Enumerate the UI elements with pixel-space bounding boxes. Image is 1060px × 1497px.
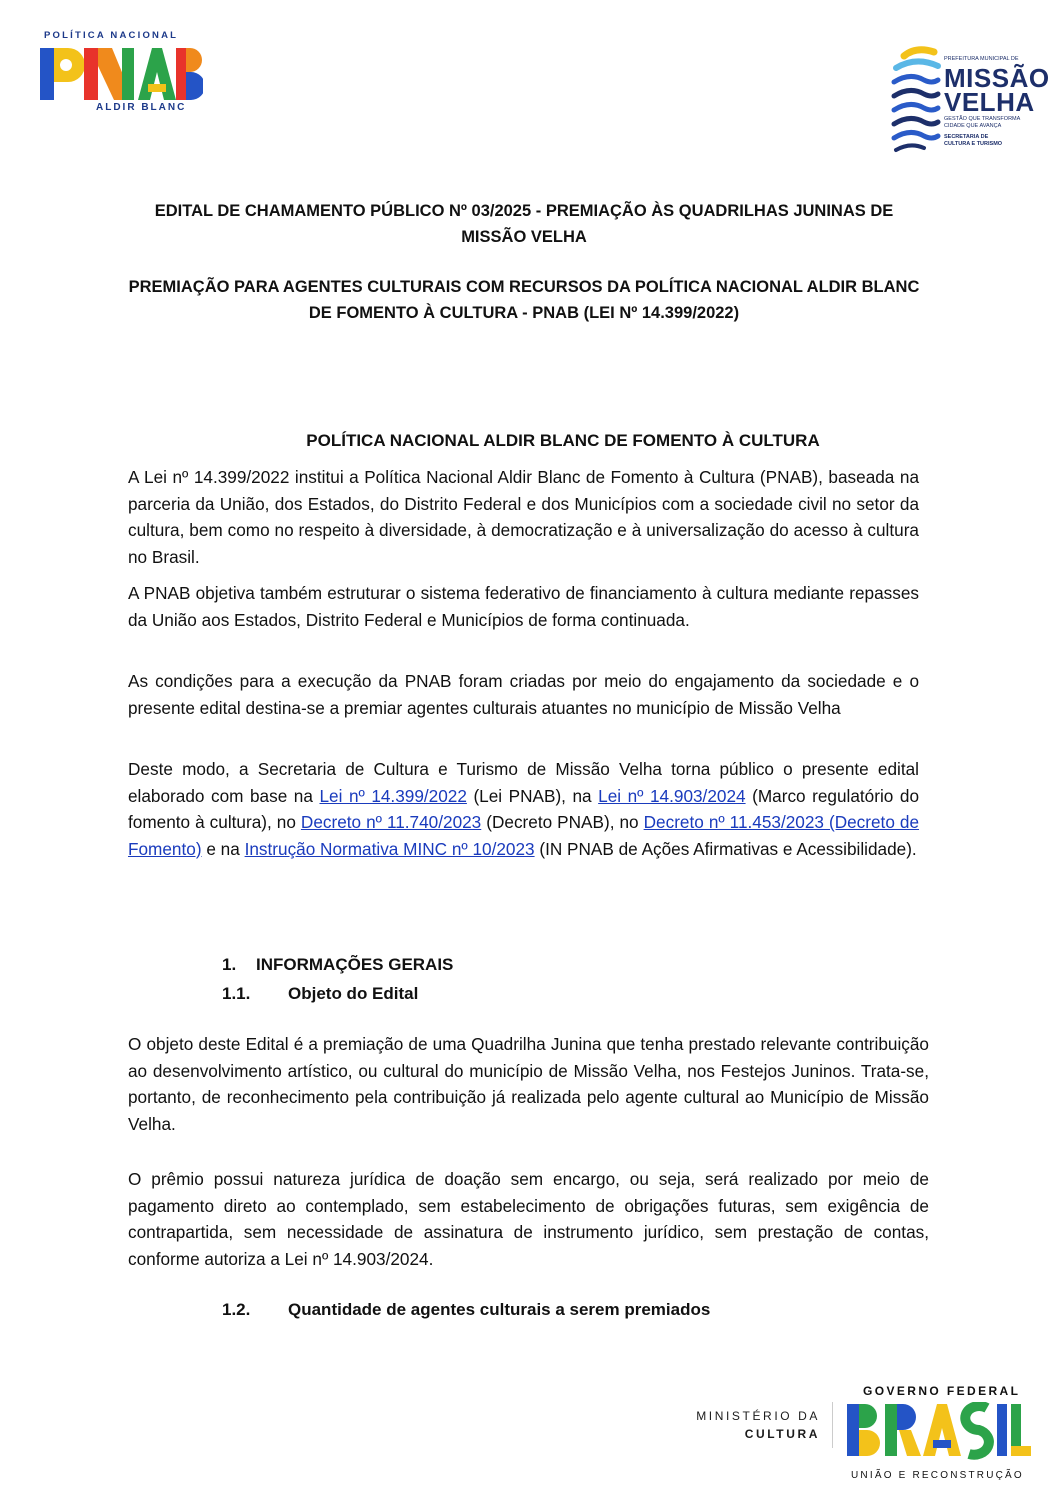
uniao-reconstrucao-text: UNIÃO E RECONSTRUÇÃO — [851, 1470, 1024, 1481]
section-1-2-number: 1.2. — [222, 1300, 251, 1319]
missao-velha-logo — [890, 46, 1050, 156]
p4-text-2: (Lei PNAB), na — [466, 785, 599, 806]
intro-paragraph-4 — [128, 756, 919, 862]
intro-paragraph-2: A PNAB objetiva também estruturar o sistema federativo de financiamento à cultura mediante repasses da União aos Estados, Distrito Federal e Municípios de forma continuada. — [128, 583, 919, 630]
ministerio-line2: CULTURA — [744, 1427, 820, 1441]
section-1-2-title: Quantidade de agentes culturais a serem premiados — [288, 1300, 711, 1319]
link-instrucao-normativa[interactable]: Instrução Normativa MINC nº 10/2023 — [244, 838, 535, 859]
p4-text-1: Deste modo, a Secretaria de Cultura e Turismo de Missão Velha torna público o presente edital elaborado com base na — [128, 759, 919, 806]
intro-paragraph-1: A Lei nº 14.399/2022 institui a Política Nacional Aldir Blanc de Fomento à Cultura (PNAB), baseada na parceria da União, dos Estados, do Distrito Federal e dos Municípios com a sociedade civil no setor da cultura, bem como no respeito à diversidade, à democratização e à universalização do acesso à cultura no Brasil. — [128, 467, 919, 567]
p4-text-6: (IN PNAB de Ações Afirmativas e Acessibilidade). — [534, 838, 917, 859]
section-1-1-title: Objeto do Edital — [288, 984, 419, 1003]
link-decreto-11453[interactable]: Decreto nº 11.453/2023 (Decreto de Fomento) — [128, 812, 920, 859]
link-lei-14399[interactable]: Lei nº 14.399/2022 — [319, 785, 467, 806]
section-1-1-paragraph-1: O objeto deste Edital é a premiação de uma Quadrilha Junina que tenha prestado relevante contribuição ao desenvolvimento artístico, ou cultural do município de Missão Velha, nos Festejos Juninos. Trata-se, portanto, de reconhecimento pela contribuição já realizada pelo agente cultural ao Município de Missão Velha. — [128, 1034, 929, 1134]
pnab-logo — [38, 30, 203, 115]
mv-tagline1: GESTÃO QUE TRANSFORMA — [944, 116, 1021, 122]
edital-title: EDITAL DE CHAMAMENTO PÚBLICO Nº 03/2025 - PREMIAÇÃO ÀS QUADRILHAS JUNINAS DE MISSÃO VELHA — [154, 202, 894, 246]
mv-prefeitura-text: PREFEITURA MUNICIPAL DE — [944, 56, 1019, 62]
pnab-logo-top-text: POLÍTICA NACIONAL — [44, 30, 179, 41]
pnab-letters-icon — [38, 44, 203, 106]
section-1-title: INFORMAÇÕES GERAIS — [256, 955, 454, 974]
governo-federal-text: GOVERNO FEDERAL — [863, 1384, 1021, 1398]
mv-dept2: CULTURA E TURISMO — [944, 141, 1003, 147]
p4-text-4: (Decreto PNAB), no — [481, 812, 644, 832]
mv-line1: MISSÃO — [944, 63, 1050, 93]
governo-federal-logo — [845, 1382, 1035, 1486]
ministerio-cultura-logo — [690, 1409, 820, 1441]
edital-subtitle: PREMIAÇÃO PARA AGENTES CULTURAIS COM RECURSOS DA POLÍTICA NACIONAL ALDIR BLANC DE FOMENTO À CULTURA - PNAB (LEI Nº 14.399/2022) — [128, 278, 920, 322]
pnab-logo-bottom-text: ALDIR BLANC — [96, 102, 187, 113]
mv-tagline2: CIDADE QUE AVANÇA — [944, 123, 1002, 129]
footer-divider — [832, 1402, 833, 1448]
brasil-wordmark-icon — [845, 1402, 1033, 1460]
section-1-1-paragraph-2: O prêmio possui natureza jurídica de doação sem encargo, ou seja, será realizado por meio de pagamento direto ao contemplado, sem estabelecimento de obrigações futuras, sem exigência de contrapartida, sem necessidade de assinatura de instrumento jurídico, sem prestação de contas, conforme autoriza a Lei nº 14.903/2024. — [128, 1169, 929, 1269]
ministerio-line1: MINISTÉRIO DA — [696, 1409, 820, 1423]
mv-dept1: SECRETARIA DE — [944, 134, 989, 140]
intro-paragraph-3: As condições para a execução da PNAB foram criadas por meio do engajamento da sociedade e o presente edital destina-se a premiar agentes culturais atuantes no município de Missão Velha — [128, 671, 919, 718]
waves-logo-icon — [890, 46, 942, 154]
mv-line2: VELHA — [944, 87, 1035, 117]
link-lei-14903[interactable]: Lei nº 14.903/2024 — [598, 785, 746, 806]
p4-text-3: (Marco regulatório do fomento à cultura), no — [128, 785, 919, 832]
section-1-1-number: 1.1. — [222, 984, 251, 1003]
intro-heading: POLÍTICA NACIONAL ALDIR BLANC DE FOMENTO À CULTURA — [306, 431, 820, 450]
link-decreto-11740[interactable]: Decreto nº 11.740/2023 — [300, 812, 482, 832]
p4-text-5: e na — [201, 838, 245, 859]
section-1-number: 1. — [222, 955, 237, 974]
